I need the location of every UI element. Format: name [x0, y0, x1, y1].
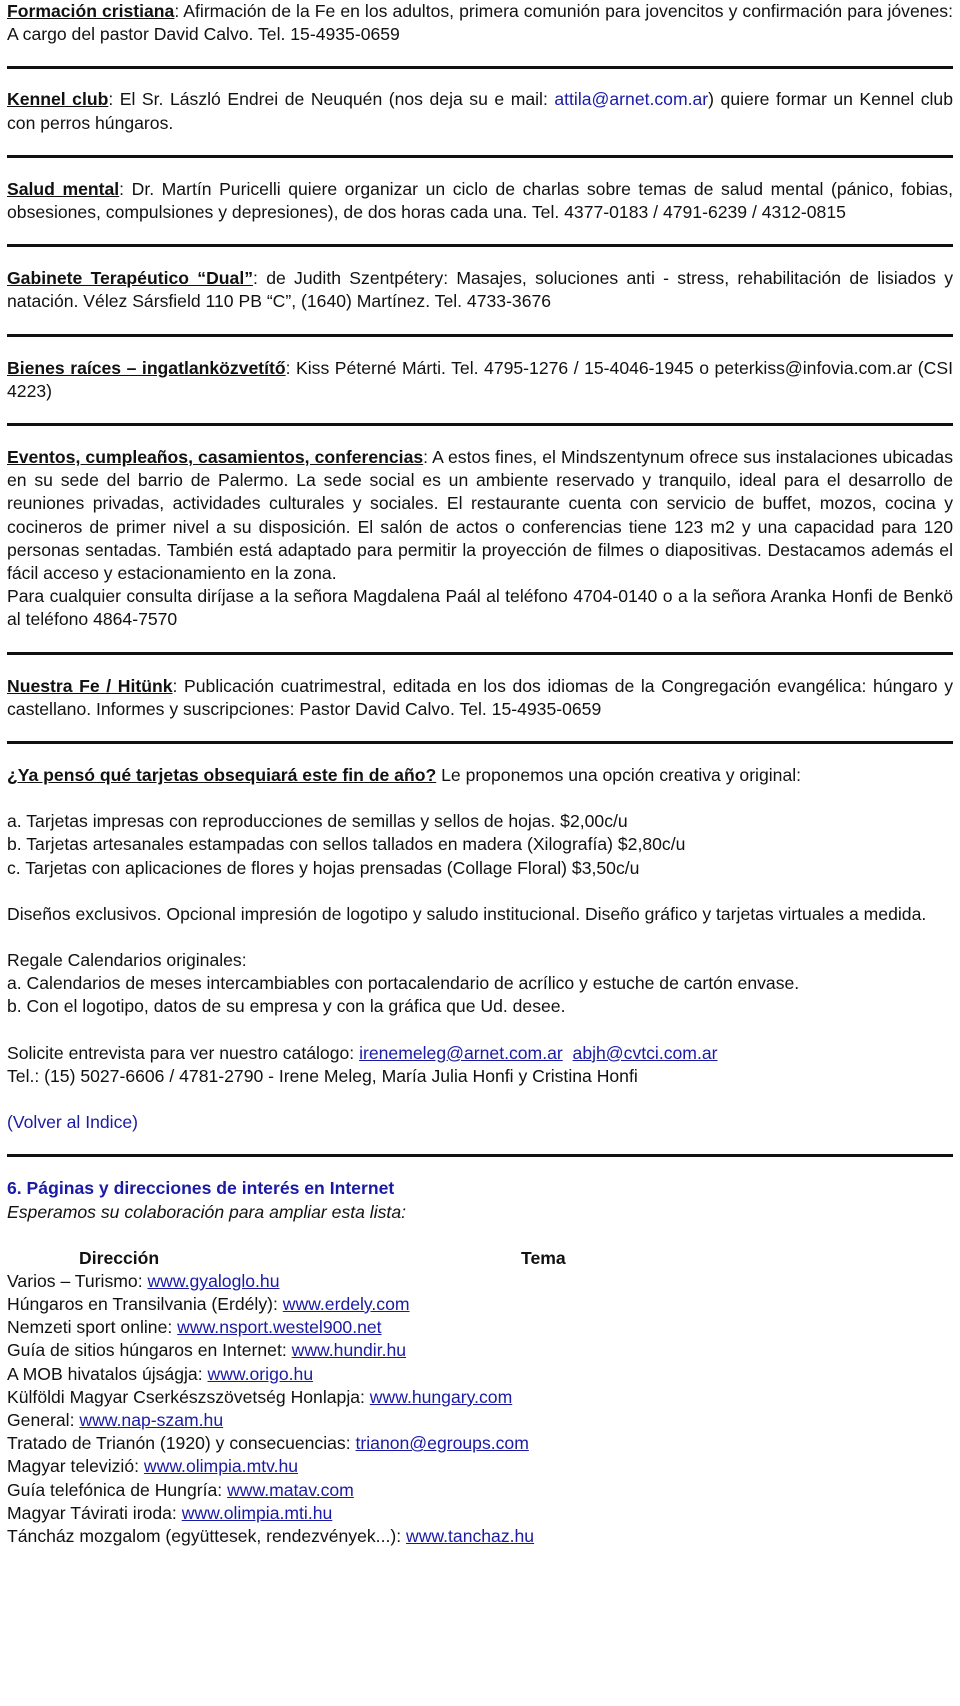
divider	[7, 244, 953, 247]
list-item: Varios – Turismo: www.gyaloglo.hu	[7, 1270, 280, 1291]
list-item: a. Calendarios de meses intercambiables con portacalendario de acrílico y estuche de cartón envase.	[7, 973, 800, 994]
internet-section-heading: 6. Páginas y direcciones de interés en Internet	[7, 1178, 395, 1199]
section-title: Salud mental	[7, 178, 120, 199]
section-title: Bienes raíces – ingatlanközvetítő	[7, 357, 286, 378]
url-link[interactable]: www.tanchaz.hu	[405, 1525, 535, 1546]
section-title: Formación cristiana	[7, 1, 175, 21]
url-link[interactable]: trianon@egroups.com	[355, 1433, 529, 1454]
section-title: Gabinete Terapéutico “Dual”	[7, 268, 254, 289]
list-item: Táncház mozgalom (együttesek, rendezvények...): www.tanchaz.hu	[7, 1525, 535, 1546]
list-item: Guía telefónica de Hungría: www.matav.com	[7, 1479, 354, 1500]
links-list	[7, 1270, 953, 1548]
list-item: c. Tarjetas con aplicaciones de flores y hojas prensadas (Collage Floral) $3,50c/u	[7, 857, 640, 878]
section-text: : Dr. Martín Puricelli quiere organizar un ciclo de charlas sobre temas de salud mental (pánico, fobias, obsesiones, compulsiones y depresiones), de dos horas cada una. Tel. 4377-0183 / 4791-6239 / 4312-0815	[7, 178, 953, 223]
divider	[7, 1154, 953, 1157]
column-header-tema: Tema	[521, 1247, 566, 1268]
section-nuestra-fe	[7, 675, 953, 721]
list-item: Magyar televizió: www.olimpia.mtv.hu	[7, 1456, 299, 1477]
list-item: a. Tarjetas impresas con reproducciones de semillas y sellos de hojas. $2,00c/u	[7, 811, 628, 832]
url-link[interactable]: www.hungary.com	[369, 1386, 513, 1407]
section-title: Nuestra Fe / Hitünk	[7, 675, 173, 696]
links-table-header	[7, 1247, 953, 1270]
list-item: Tratado de Trianón (1920) y consecuencias: trianon@egroups.com	[7, 1433, 529, 1454]
url-link[interactable]: www.olimpia.mti.hu	[181, 1502, 333, 1523]
document-page	[7, 0, 953, 1548]
section-kennel	[7, 88, 953, 134]
email-link[interactable]: attila@arnet.com.ar	[554, 89, 709, 110]
list-item: Nemzeti sport online: www.nsport.westel900.net	[7, 1317, 382, 1338]
section-bienes	[7, 357, 953, 403]
section-text: : Kiss Péterné Márti. Tel. 4795-1276 / 15-4046-1945 o peterkiss@infovia.com.ar (CSI 4223)	[7, 357, 953, 401]
divider	[7, 66, 953, 69]
url-link[interactable]: www.origo.hu	[207, 1363, 314, 1384]
calendars-title: Regale Calendarios originales:	[7, 950, 247, 971]
catalog-text: Solicite entrevista para ver nuestro catálogo:	[7, 1042, 360, 1063]
catalog-line	[7, 1042, 953, 1065]
section-text: : Afirmación de la Fe en los adultos, primera comunión para jovencitos y confirmación para jóvenes: A cargo del pastor David Calvo. Tel. 15-4935-0659	[7, 1, 953, 45]
section-text: : El Sr. László Endrei de Neuquén (nos deja su e mail:	[108, 89, 555, 110]
list-item: Külföldi Magyar Cserkészszövetség Honlapja: www.hungary.com	[7, 1386, 513, 1407]
designs-text: Diseños exclusivos. Opcional impresión de logotipo y saludo institucional. Diseño gráfico y tarjetas virtuales a medida.	[7, 903, 927, 924]
url-link[interactable]: www.olimpia.mtv.hu	[143, 1456, 299, 1477]
section-tarjetas	[7, 764, 953, 787]
url-link[interactable]: www.gyaloglo.hu	[147, 1270, 280, 1291]
url-link[interactable]: www.hundir.hu	[291, 1340, 407, 1361]
section-eventos-contact: Para cualquier consulta diríjase a la señora Magdalena Paál al teléfono 4704-0140 o a la señora Aranka Honfi de Benkö al teléfono 4864-7570	[7, 586, 953, 630]
section-salud	[7, 178, 953, 224]
divider	[7, 155, 953, 158]
email-link-irene[interactable]: irenemeleg@arnet.com.ar	[359, 1042, 563, 1063]
card-options-list	[7, 810, 953, 880]
list-item: b. Tarjetas artesanales estampadas con sellos tallados en madera (Xilografía) $2,80c/u	[7, 834, 686, 855]
section-text: : A estos fines, el Mindszentynum ofrece sus instalaciones ubicadas en su sede del barrio de Palermo. La sede social es un ambiente reservado y tranquilo, ideal para el desarrollo de reuniones privadas, actividades culturales y sociales. El restaurante cuenta con servicio de buffet, mozos, cocina y cocineros de primer nivel a su disposición. El salón de actos o conferencias tiene 123 m2 y una capacidad para 120 personas sentadas. También está adaptado para permitir la proyección de filmes o diapositivas. Destacamos además el fácil acceso y estacionamiento en la zona.	[7, 447, 953, 584]
section-gabinete	[7, 267, 953, 313]
section-formacion	[7, 0, 953, 46]
divider	[7, 334, 953, 337]
section-text: : de Judith Szentpétery: Masajes, soluciones anti - stress, rehabilitación de lisiados y natación. Vélez Sársfield 110 PB “C”, (1640) Martínez. Tel. 4733-3676	[7, 268, 953, 312]
section-text: Le proponemos una opción creativa y original:	[436, 765, 802, 786]
phone-line: Tel.: (15) 5027-6606 / 4781-2790 - Irene Meleg, María Julia Honfi y Cristina Honfi	[7, 1065, 638, 1086]
divider	[7, 741, 953, 744]
back-to-index-link[interactable]: (Volver al Indice)	[7, 1112, 139, 1133]
list-item: A MOB hivatalos újságja: www.origo.hu	[7, 1363, 314, 1384]
url-link[interactable]: www.nsport.westel900.net	[177, 1317, 382, 1338]
email-link-abjh[interactable]: abjh@cvtci.com.ar	[572, 1042, 718, 1063]
section-title: ¿Ya pensó qué tarjetas obsequiará este fin de año?	[7, 765, 437, 786]
list-item: Magyar Távirati iroda: www.olimpia.mti.hu	[7, 1502, 333, 1523]
section-title: Kennel club	[7, 89, 109, 110]
list-item: Húngaros en Transilvania (Erdély): www.erdely.com	[7, 1293, 410, 1314]
url-link[interactable]: www.nap-szam.hu	[79, 1409, 224, 1430]
section-text: : Publicación cuatrimestral, editada en los dos idiomas de la Congregación evangélica: húngaro y castellano. Informes y suscripciones: Pastor David Calvo. Tel. 15-4935-0659	[7, 675, 953, 719]
section-title: Eventos, cumpleaños, casamientos, conferencias	[7, 447, 424, 468]
list-item: General: www.nap-szam.hu	[7, 1409, 224, 1430]
divider	[7, 423, 953, 426]
url-link[interactable]: www.matav.com	[227, 1479, 354, 1500]
section-eventos	[7, 446, 953, 585]
list-item: Guía de sitios húngaros en Internet: www.hundir.hu	[7, 1340, 407, 1361]
divider	[7, 652, 953, 655]
list-item: b. Con el logotipo, datos de su empresa y con la gráfica que Ud. desee.	[7, 996, 566, 1017]
internet-section-subtitle: Esperamos su colaboración para ampliar esta lista:	[7, 1201, 406, 1222]
url-link[interactable]: www.erdely.com	[282, 1293, 410, 1314]
column-header-direccion: Dirección	[79, 1247, 160, 1268]
section-text: ) quiere formar un Kennel club con perros húngaros.	[7, 89, 954, 133]
